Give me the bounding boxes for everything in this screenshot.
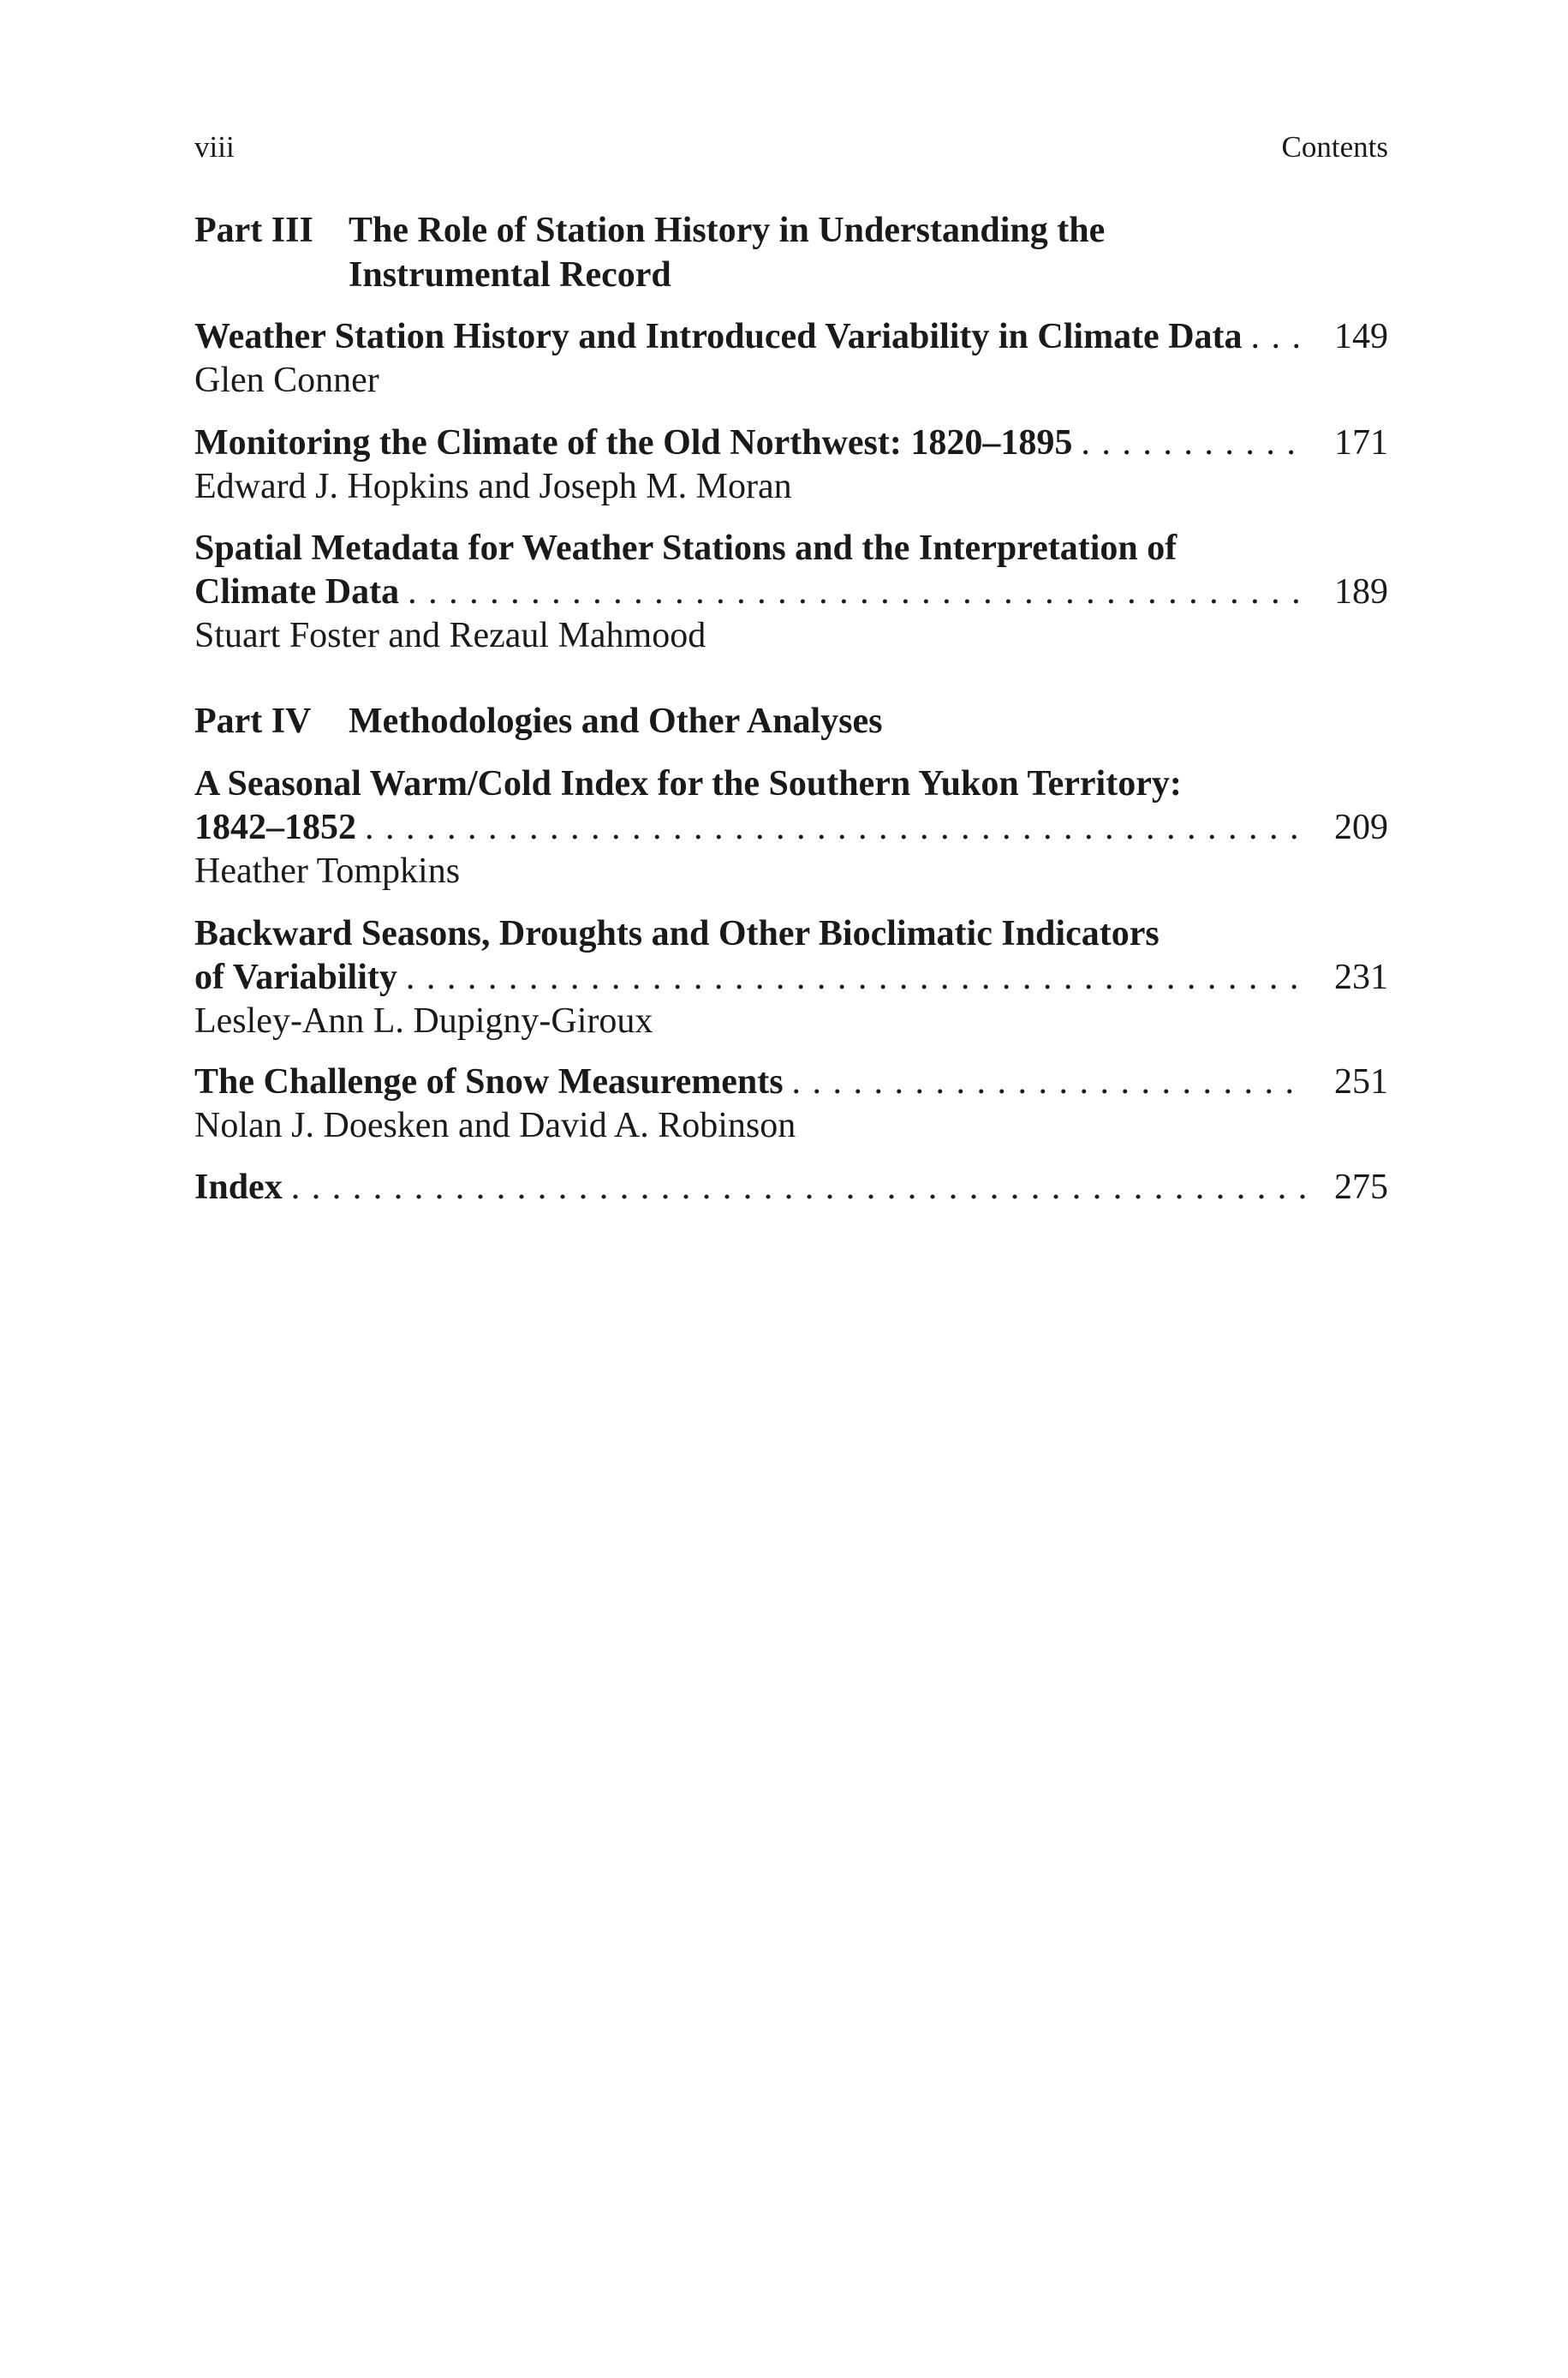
toc-entry-title-line [194,956,1388,1000]
toc-entry-authors: Heather Tompkins [194,851,461,891]
running-head [194,127,1388,168]
toc-entry-authors: Glen Conner [194,361,379,400]
part-heading-iv [194,699,1388,744]
part-title [349,699,1388,744]
part-title [349,208,1388,297]
toc-entry-title[interactable]: Weather Station History and Introduced Variability in Climate Data [194,317,1243,356]
toc-entry-title-line [194,421,1388,465]
toc-page-number[interactable]: 251 [1334,1062,1388,1102]
toc-entry-title-line [194,1166,1388,1210]
toc-entry-title-line [194,527,1388,571]
page-folio: viii [194,130,235,164]
toc-entry-authors: Edward J. Hopkins and Joseph M. Moran [194,467,792,506]
toc-entry[interactable] [194,527,1388,658]
toc-entry-authors: Stuart Foster and Rezaul Mahmood [194,616,706,655]
toc-page-number[interactable]: 275 [1334,1168,1388,1207]
toc-entry-title-line [194,912,1388,956]
toc-entry-title[interactable]: A Seasonal Warm/Cold Index for the Southern Yukon Territory: [194,764,1182,804]
toc-entry-title-line [194,571,1388,614]
toc-entry-title-continued[interactable]: of Variability [194,958,397,997]
toc-entry-title[interactable]: Backward Seasons, Droughts and Other Bioclimatic Indicators [194,914,1160,953]
part-label: Part IV [194,702,312,741]
toc-entry-index[interactable] [194,1166,1388,1210]
toc-entry[interactable] [194,315,1388,403]
toc-entry[interactable] [194,762,1388,893]
toc-entry-title[interactable]: Spatial Metadata for Weather Stations and the Interpretation of [194,529,1177,568]
dot-leader [1081,421,1308,465]
toc-entry[interactable] [194,912,1388,1043]
part-title-line: The Role of Station History in Understanding the [349,211,1106,250]
toc-entry-title-line [194,762,1388,806]
part-title-line: Instrumental Record [349,255,671,295]
toc-page-number[interactable]: 209 [1334,808,1388,847]
toc-entry-title-line [194,1061,1388,1104]
toc-entry[interactable] [194,1061,1388,1148]
toc-entry-title[interactable]: The Challenge of Snow Measurements [194,1062,784,1102]
toc-entry-title-line [194,315,1388,359]
dot-leader [408,571,1308,614]
toc-entry[interactable] [194,421,1388,509]
toc-entry-title[interactable]: Monitoring the Climate of the Old Northwest: 1820–1895 [194,423,1073,463]
running-head-section: Contents [1281,130,1388,164]
toc-entry-title-continued[interactable]: Climate Data [194,572,400,612]
dot-leader [365,806,1308,850]
toc-entry-authors: Nolan J. Doesken and David A. Robinson [194,1106,796,1145]
part-heading-iii [194,208,1388,297]
dot-leader [792,1061,1308,1104]
toc-page-number[interactable]: 171 [1334,423,1388,463]
part-title-line: Methodologies and Other Analyses [349,702,883,741]
dot-leader [1251,315,1308,359]
toc-page-number[interactable]: 231 [1334,958,1388,997]
toc-page-number[interactable]: 189 [1334,572,1388,612]
toc-entry-authors: Lesley-Ann L. Dupigny-Giroux [194,1001,653,1041]
part-label: Part III [194,211,313,250]
dot-leader [406,956,1308,1000]
toc-entry-title[interactable]: Index [194,1168,283,1207]
toc-entry-title-line [194,806,1388,850]
dot-leader [291,1166,1308,1210]
toc-page-number[interactable]: 149 [1334,317,1388,356]
toc-entry-title-continued[interactable]: 1842–1852 [194,808,356,847]
